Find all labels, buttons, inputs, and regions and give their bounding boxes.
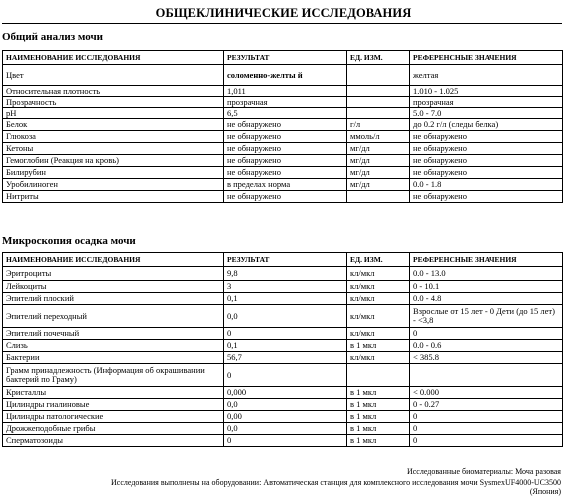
- result-cell: 0: [224, 364, 347, 387]
- reference-cell: не обнаружено: [410, 191, 563, 203]
- table-row: [3, 305, 563, 328]
- table-row: [3, 281, 563, 293]
- result-cell: 0,000: [224, 387, 347, 399]
- header-unit: ЕД. ИЗМ.: [347, 253, 410, 267]
- reference-cell: 0.0 - 4.8: [410, 293, 563, 305]
- result-cell: 9,8: [224, 267, 347, 281]
- reference-cell: не обнаружено: [410, 155, 563, 167]
- unit-cell: кл/мкл: [347, 305, 410, 328]
- result-cell: 0,00: [224, 411, 347, 423]
- test-name-cell: pH: [3, 108, 224, 119]
- test-name-cell: Билирубин: [3, 167, 224, 179]
- table-row: [3, 411, 563, 423]
- table-row: [3, 65, 563, 86]
- unit-cell: [347, 108, 410, 119]
- reference-cell: < 0.000: [410, 387, 563, 399]
- result-cell: 0: [224, 435, 347, 447]
- unit-cell: кл/мкл: [347, 328, 410, 340]
- reference-cell: 0.0 - 1.8: [410, 179, 563, 191]
- unit-cell: мг/дл: [347, 143, 410, 155]
- result-cell: 0,0: [224, 423, 347, 435]
- table-row: [3, 191, 563, 203]
- reference-cell: 0: [410, 423, 563, 435]
- table-row: [3, 108, 563, 119]
- unit-cell: в 1 мкл: [347, 387, 410, 399]
- test-name-cell: Слизь: [3, 340, 224, 352]
- test-name-cell: Гемоглобин (Реакция на кровь): [3, 155, 224, 167]
- result-cell: 6,5: [224, 108, 347, 119]
- header-result: РЕЗУЛЬТАТ: [224, 253, 347, 267]
- test-name-cell: Бактерии: [3, 352, 224, 364]
- unit-cell: в 1 мкл: [347, 399, 410, 411]
- reference-cell: 5.0 - 7.0: [410, 108, 563, 119]
- unit-cell: кл/мкл: [347, 281, 410, 293]
- reference-cell: 0: [410, 411, 563, 423]
- reference-cell: 1.010 - 1.025: [410, 86, 563, 97]
- reference-cell: 0: [410, 328, 563, 340]
- result-cell: не обнаружено: [224, 167, 347, 179]
- unit-cell: [347, 364, 410, 387]
- test-name-cell: Цилиндры гиалиновые: [3, 399, 224, 411]
- table-row: [3, 97, 563, 108]
- reference-cell: < 385.8: [410, 352, 563, 364]
- table-row: [3, 364, 563, 387]
- table-header-row: [3, 253, 563, 267]
- test-name-cell: Нитриты: [3, 191, 224, 203]
- test-name-cell: Грамм принадлежность (Информация об окрашивании бактерий по Граму): [3, 364, 224, 387]
- result-cell: 0,1: [224, 293, 347, 305]
- equipment-line-2: (Япония): [529, 487, 561, 496]
- reference-cell: Взрослые от 15 лет - 0 Дети (до 15 лет) - <3,8: [410, 305, 563, 328]
- unit-cell: в 1 мкл: [347, 340, 410, 352]
- unit-cell: кл/мкл: [347, 352, 410, 364]
- table-row: [3, 86, 563, 97]
- table-row: [3, 143, 563, 155]
- reference-cell: [410, 364, 563, 387]
- table-row: [3, 267, 563, 281]
- result-cell: не обнаружено: [224, 119, 347, 131]
- urinalysis-table: [2, 50, 563, 203]
- header-name: НАИМЕНОВАНИЕ ИССЛЕДОВАНИЯ: [3, 253, 224, 267]
- unit-cell: [347, 97, 410, 108]
- unit-cell: [347, 86, 410, 97]
- table-row: [3, 293, 563, 305]
- table-row: [3, 423, 563, 435]
- table-row: [3, 399, 563, 411]
- header-unit: ЕД. ИЗМ.: [347, 51, 410, 65]
- equipment-note: [41, 478, 561, 496]
- test-name-cell: Белок: [3, 119, 224, 131]
- test-name-cell: Эпителий переходный: [3, 305, 224, 328]
- unit-cell: [347, 65, 410, 86]
- table-row: [3, 387, 563, 399]
- result-cell: 0,1: [224, 340, 347, 352]
- test-name-cell: Лейкоциты: [3, 281, 224, 293]
- result-cell: не обнаружено: [224, 191, 347, 203]
- reference-cell: 0.0 - 0.6: [410, 340, 563, 352]
- test-name-cell: Прозрачность: [3, 97, 224, 108]
- result-cell: 3: [224, 281, 347, 293]
- microscopy-table: [2, 252, 563, 447]
- result-cell: 0,0: [224, 305, 347, 328]
- header-result: РЕЗУЛЬТАТ: [224, 51, 347, 65]
- unit-cell: мг/дл: [347, 155, 410, 167]
- table-row: [3, 340, 563, 352]
- reference-cell: не обнаружено: [410, 167, 563, 179]
- section-title-urinalysis: Общий анализ мочи: [2, 31, 103, 43]
- result-cell: 56,7: [224, 352, 347, 364]
- test-name-cell: Сперматозоиды: [3, 435, 224, 447]
- header-reference: РЕФЕРЕНСНЫЕ ЗНАЧЕНИЯ: [410, 51, 563, 65]
- unit-cell: в 1 мкл: [347, 435, 410, 447]
- unit-cell: ммоль/л: [347, 131, 410, 143]
- result-cell: не обнаружено: [224, 131, 347, 143]
- unit-cell: мг/дл: [347, 179, 410, 191]
- header-name: НАИМЕНОВАНИЕ ИССЛЕДОВАНИЯ: [3, 51, 224, 65]
- page-title: ОБЩЕКЛИНИЧЕСКИЕ ИССЛЕДОВАНИЯ: [155, 6, 412, 20]
- unit-cell: кл/мкл: [347, 267, 410, 281]
- result-cell: не обнаружено: [224, 143, 347, 155]
- result-cell: не обнаружено: [224, 155, 347, 167]
- table-row: [3, 131, 563, 143]
- reference-cell: 0: [410, 435, 563, 447]
- table-row: [3, 167, 563, 179]
- table-row: [3, 119, 563, 131]
- reference-cell: 0.0 - 13.0: [410, 267, 563, 281]
- test-name-cell: Цвет: [3, 65, 224, 86]
- reference-cell: не обнаружено: [410, 131, 563, 143]
- test-name-cell: Кристаллы: [3, 387, 224, 399]
- test-name-cell: Дрожжеподобные грибы: [3, 423, 224, 435]
- unit-cell: мг/дл: [347, 167, 410, 179]
- section-title-microscopy: Микроскопия осадка мочи: [2, 235, 136, 247]
- test-name-cell: Глюкоза: [3, 131, 224, 143]
- test-name-cell: Эритроциты: [3, 267, 224, 281]
- result-cell: соломенно-желты й: [224, 65, 347, 86]
- table-row: [3, 179, 563, 191]
- unit-cell: [347, 191, 410, 203]
- table-row: [3, 435, 563, 447]
- reference-cell: 0 - 10.1: [410, 281, 563, 293]
- result-cell: 1,011: [224, 86, 347, 97]
- table-row: [3, 328, 563, 340]
- reference-cell: 0 - 0.27: [410, 399, 563, 411]
- reference-cell: не обнаружено: [410, 143, 563, 155]
- header-reference: РЕФЕРЕНСНЫЕ ЗНАЧЕНИЯ: [410, 253, 563, 267]
- test-name-cell: Кетоны: [3, 143, 224, 155]
- test-name-cell: Относительная плотность: [3, 86, 224, 97]
- table-row: [3, 155, 563, 167]
- unit-cell: г/л: [347, 119, 410, 131]
- reference-cell: желтая: [410, 65, 563, 86]
- biomaterial-note: Исследованные биоматериалы: Моча разовая: [406, 467, 561, 476]
- result-cell: 0: [224, 328, 347, 340]
- result-cell: прозрачная: [224, 97, 347, 108]
- result-cell: 0,0: [224, 399, 347, 411]
- equipment-line-1: Исследования выполнены на оборудовании: Автоматическая станция для комплексного исследования мочи SysmexUF4000-UC3500: [111, 478, 561, 487]
- unit-cell: в 1 мкл: [347, 423, 410, 435]
- test-name-cell: Цилиндры патологические: [3, 411, 224, 423]
- title-divider: [2, 23, 562, 24]
- table-row: [3, 352, 563, 364]
- unit-cell: в 1 мкл: [347, 411, 410, 423]
- test-name-cell: Эпителий почечный: [3, 328, 224, 340]
- result-cell: в пределах норма: [224, 179, 347, 191]
- table-header-row: [3, 51, 563, 65]
- reference-cell: прозрачная: [410, 97, 563, 108]
- test-name-cell: Эпителий плоский: [3, 293, 224, 305]
- test-name-cell: Уробилиноген: [3, 179, 224, 191]
- reference-cell: до 0.2 г/л (следы белка): [410, 119, 563, 131]
- unit-cell: кл/мкл: [347, 293, 410, 305]
